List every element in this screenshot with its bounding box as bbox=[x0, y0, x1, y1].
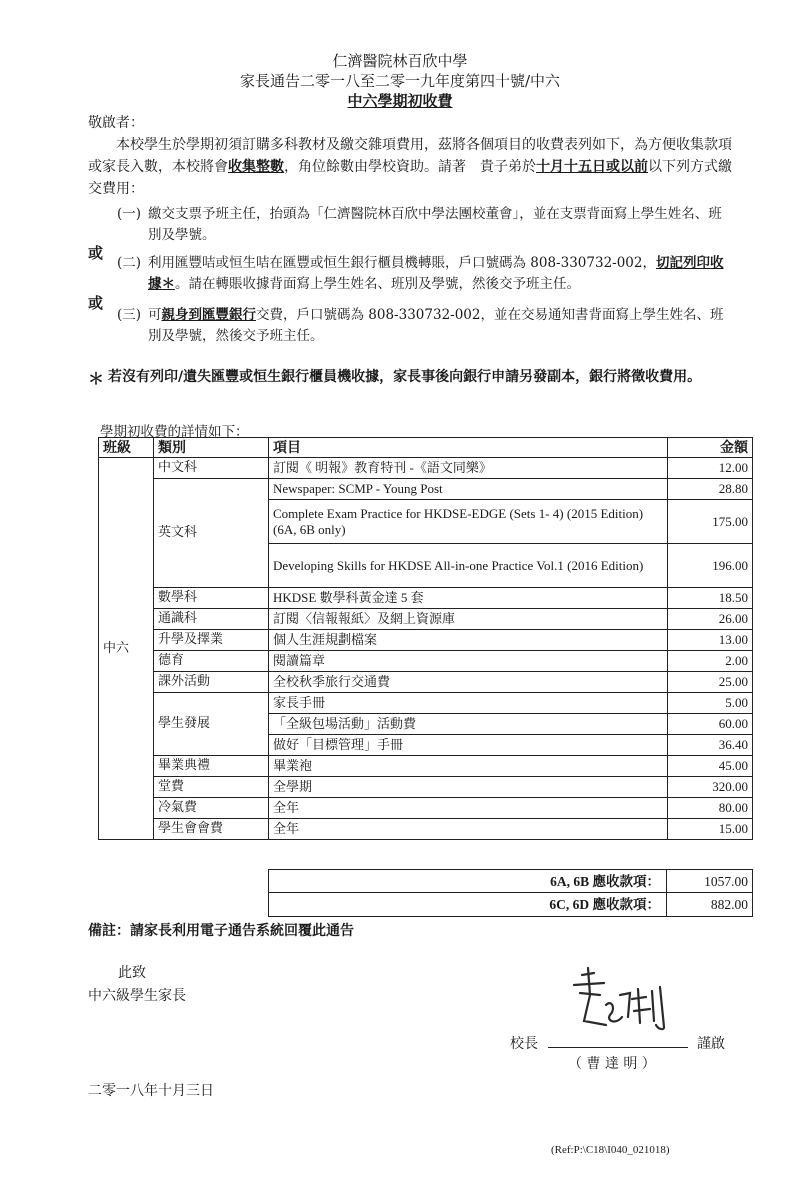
category-cell: 中文科 bbox=[154, 458, 269, 479]
item-cell: 全校秋季旅行交通費 bbox=[269, 672, 668, 693]
intro-paragraph bbox=[88, 134, 738, 200]
fees-table bbox=[98, 437, 753, 840]
notice-number: 家長通告二零一八至二零一九年度第四十號/中六 bbox=[239, 72, 561, 90]
header-category: 類別 bbox=[154, 438, 269, 458]
item-cell: 個人生涯規劃檔案 bbox=[269, 630, 668, 651]
category-cell: 堂費 bbox=[154, 777, 269, 798]
note-star: ＊ bbox=[88, 369, 105, 388]
item-cell: 家長手冊 bbox=[269, 693, 668, 714]
note-text: 若沒有列印/遺失匯豐或恒生銀行櫃員機收據，家長事後向銀行申請另發副本，銀行將徵收費用。 bbox=[108, 369, 702, 385]
option-2-number: (二) bbox=[117, 255, 142, 271]
header-class: 班級 bbox=[99, 438, 154, 458]
total-label: 6A, 6B 應收款項： bbox=[269, 870, 667, 892]
category-cell: 英文科 bbox=[154, 479, 269, 588]
item-cell: 訂閱《 明報》教育特刊 -《語文同樂》 bbox=[269, 458, 668, 479]
amount-cell: 12.00 bbox=[668, 458, 753, 479]
signature-line bbox=[548, 1047, 688, 1048]
table-row bbox=[99, 458, 753, 479]
item-cell: Developing Skills for HKDSE All-in-one Practice Vol.1 (2016 Edition) bbox=[269, 544, 668, 588]
category-cell: 冷氣費 bbox=[154, 798, 269, 819]
principal-name: （ 曹 達 明 ） bbox=[568, 1056, 656, 1072]
amount-cell: 45.00 bbox=[668, 756, 753, 777]
amount-cell: 196.00 bbox=[668, 544, 753, 588]
intro-text-2: ，角位餘數由學校資助。請著 貴子弟於 bbox=[284, 159, 536, 175]
item-cell: Complete Exam Practice for HKDSE-EDGE (Sets 1- 4) (2015 Edition) (6A, 6B only) bbox=[269, 500, 668, 544]
amount-cell: 26.00 bbox=[668, 609, 753, 630]
category-cell: 通識科 bbox=[154, 609, 269, 630]
reference-code: (Ref:P:\C18\I040_021018) bbox=[551, 1144, 670, 1156]
amount-cell: 2.00 bbox=[668, 651, 753, 672]
option-3-text-2: 交費，戶口號碼為 808-330732-002，並在交易通知書背面寫上學生姓名、班別及學號，然後交予班主任。 bbox=[148, 307, 724, 344]
table-row bbox=[99, 777, 753, 798]
table-row bbox=[99, 756, 753, 777]
option-1-text: 繳交支票予班主任，抬頭為「仁濟醫院林百欣中學法團校董會」，並在支票背面寫上學生姓名、班別及學號。 bbox=[148, 206, 722, 243]
item-cell: 全年 bbox=[269, 819, 668, 840]
intro-text-1: 本校學生於學期初須訂購多科教材及繳交雜項費用，茲將各個項目的收費表列如下，為方便收集款項或家長入數，本校將會 bbox=[88, 137, 732, 175]
option-3-text-1: 可 bbox=[148, 307, 162, 323]
table-row bbox=[99, 588, 753, 609]
table-row bbox=[99, 609, 753, 630]
total-amount: 1057.00 bbox=[704, 874, 748, 889]
notice-date: 二零一八年十月三日 bbox=[88, 1083, 214, 1099]
header-item: 項目 bbox=[269, 438, 668, 458]
salutation: 敬啟者： bbox=[88, 115, 144, 131]
intro-bold-round-sum: 收集整數 bbox=[228, 159, 284, 175]
option-3-number: (三) bbox=[117, 307, 142, 323]
item-cell: 做好「目標管理」手冊 bbox=[269, 735, 668, 756]
or-label-2: 或 bbox=[88, 294, 104, 312]
table-row bbox=[99, 630, 753, 651]
amount-cell: 36.40 bbox=[668, 735, 753, 756]
table-header-row bbox=[99, 438, 753, 458]
intro-bold-deadline: 十月十五日或以前 bbox=[536, 159, 648, 175]
amount-cell: 25.00 bbox=[668, 672, 753, 693]
category-cell: 升學及擇業 bbox=[154, 630, 269, 651]
category-cell: 數學科 bbox=[154, 588, 269, 609]
total-amount: 882.00 bbox=[710, 897, 748, 912]
item-cell: HKDSE 數學科黃金達 5 套 bbox=[269, 588, 668, 609]
table-intro: 學期初收費的詳情如下： bbox=[100, 424, 249, 440]
item-cell: 畢業袍 bbox=[269, 756, 668, 777]
category-cell: 課外活動 bbox=[154, 672, 269, 693]
option-2-text-1: 利用匯豐咭或恒生咭在匯豐或恒生銀行櫃員機轉賬，戶口號碼為 808-330732-002， bbox=[148, 255, 656, 271]
class-cell: 中六 bbox=[99, 458, 154, 840]
total-label: 6C, 6D 應收款項： bbox=[269, 893, 667, 916]
item-cell: 訂閱〈信報報紙〉及網上資源庫 bbox=[269, 609, 668, 630]
closing-line-1: 此致 bbox=[118, 965, 146, 981]
amount-cell: 80.00 bbox=[668, 798, 753, 819]
total-row-6a6b bbox=[269, 870, 752, 893]
table-row bbox=[99, 651, 753, 672]
option-2-text bbox=[148, 253, 733, 295]
table-row bbox=[99, 693, 753, 714]
closing-line-2: 中六級學生家長 bbox=[88, 988, 186, 1004]
table-row bbox=[99, 798, 753, 819]
remark: 備註：請家長利用電子通告系統回覆此通告 bbox=[88, 923, 354, 939]
category-cell: 學生會會費 bbox=[154, 819, 269, 840]
totals-box bbox=[268, 869, 753, 917]
category-cell: 德育 bbox=[154, 651, 269, 672]
header-amount: 金額 bbox=[668, 438, 753, 458]
option-3-bold: 親身到匯豐銀行 bbox=[161, 307, 256, 323]
amount-cell: 15.00 bbox=[668, 819, 753, 840]
notice-subject: 中六學期初收費 bbox=[347, 92, 453, 110]
option-1-number: (一) bbox=[117, 206, 142, 222]
category-cell: 學生發展 bbox=[154, 693, 269, 756]
total-row-6c6d bbox=[269, 893, 752, 916]
intro-text-3: 以下列方式繳交費用： bbox=[88, 159, 732, 197]
item-cell: 全學期 bbox=[269, 777, 668, 798]
item-cell: 全年 bbox=[269, 798, 668, 819]
amount-cell: 13.00 bbox=[668, 630, 753, 651]
amount-cell: 5.00 bbox=[668, 693, 753, 714]
amount-cell: 175.00 bbox=[668, 500, 753, 544]
amount-cell: 320.00 bbox=[668, 777, 753, 798]
table-row bbox=[99, 819, 753, 840]
item-cell: 「全級包場活動」活動費 bbox=[269, 714, 668, 735]
table-row bbox=[99, 672, 753, 693]
signature-image bbox=[560, 965, 690, 1045]
option-2-text-2: 。請在轉賬收據背面寫上學生姓名、班別及學號，然後交予班主任。 bbox=[175, 276, 580, 292]
option-3-text bbox=[148, 305, 733, 347]
item-cell: 閱讀篇章 bbox=[269, 651, 668, 672]
table-row bbox=[99, 479, 753, 500]
school-name: 仁濟醫院林百欣中學 bbox=[332, 52, 468, 70]
respect-closing: 謹啟 bbox=[697, 1036, 725, 1052]
principal-title: 校長 bbox=[510, 1036, 538, 1052]
amount-cell: 18.50 bbox=[668, 588, 753, 609]
or-label-1: 或 bbox=[88, 244, 104, 262]
amount-cell: 28.80 bbox=[668, 479, 753, 500]
amount-cell: 60.00 bbox=[668, 714, 753, 735]
category-cell: 畢業典禮 bbox=[154, 756, 269, 777]
option-2-bold: 切記列印收據＊ bbox=[148, 255, 724, 292]
item-cell: Newspaper: SCMP - Young Post bbox=[269, 479, 668, 500]
